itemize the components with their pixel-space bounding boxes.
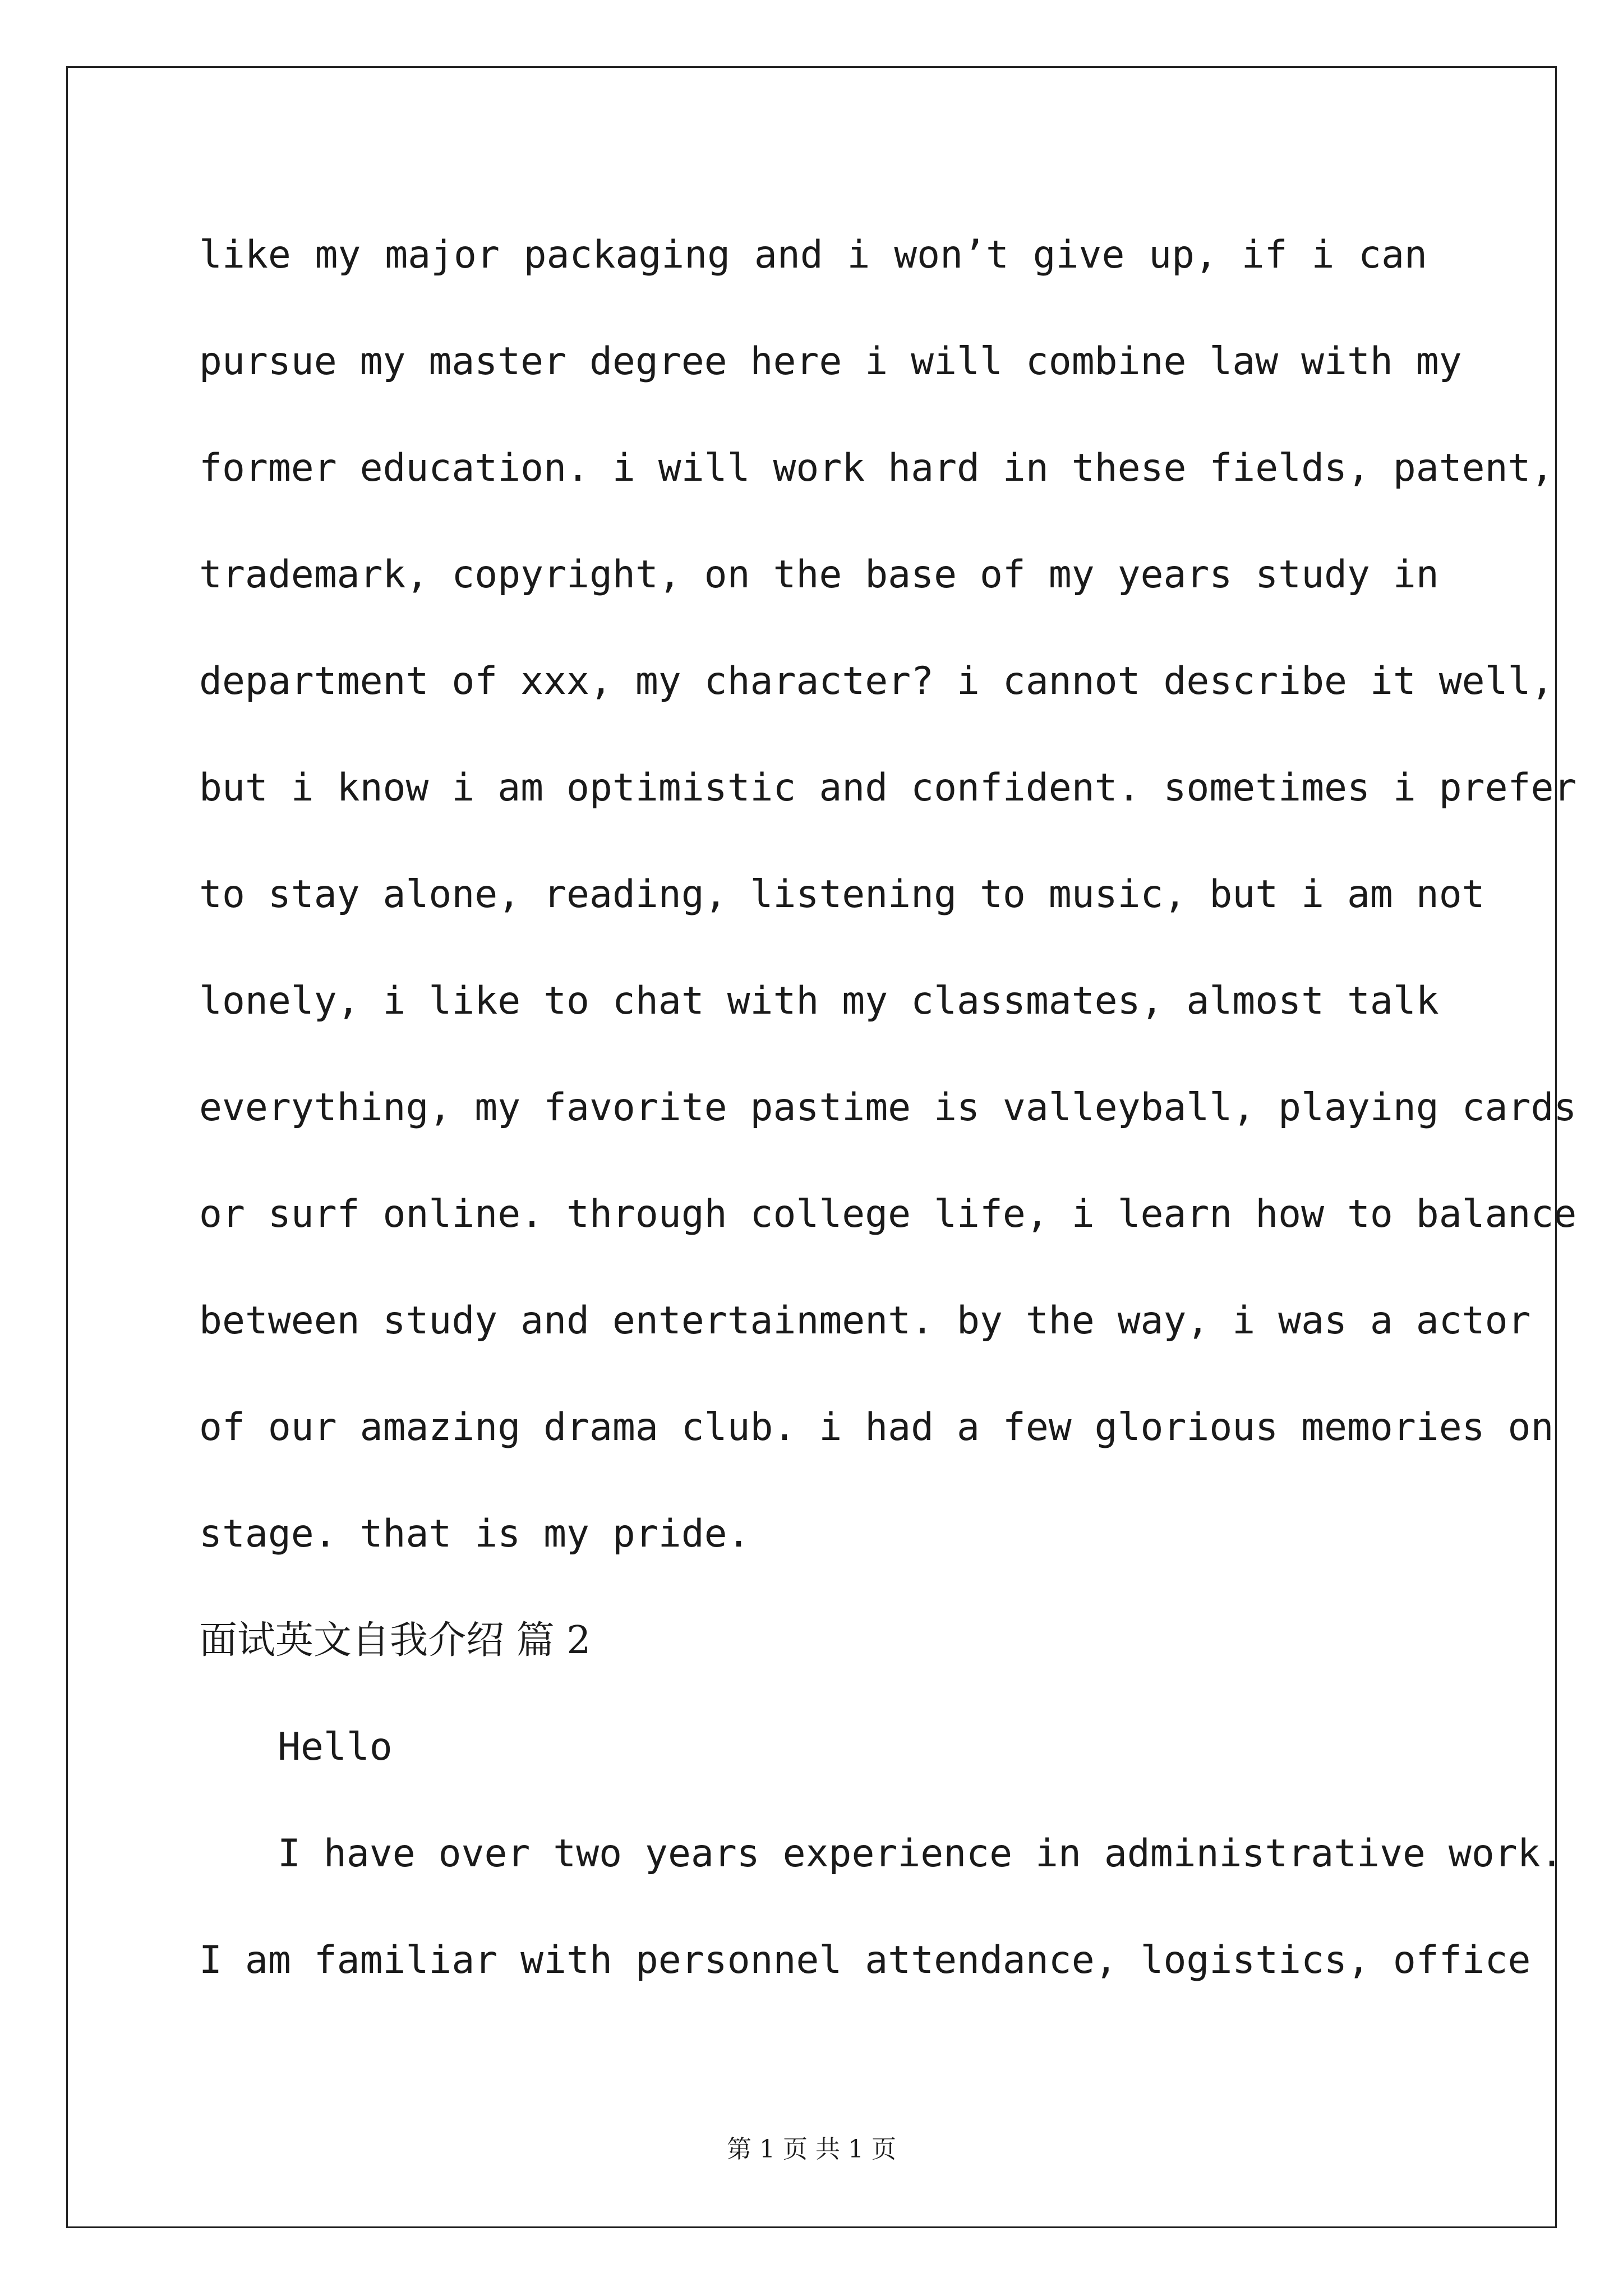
page-footer: 第 1 页 共 1 页 bbox=[727, 2135, 896, 2164]
text-line: pursue my master degree here i will combine law with my bbox=[199, 339, 1462, 384]
greeting-line: Hello bbox=[278, 1725, 393, 1769]
section-heading: 面试英文自我介绍 篇 2 bbox=[199, 1618, 591, 1663]
text-line: to stay alone, reading, listening to music, but i am not bbox=[199, 872, 1485, 917]
text-line: between study and entertainment. by the way, i was a actor bbox=[199, 1299, 1531, 1343]
text-line: everything, my favorite pastime is valleyball, playing cards bbox=[199, 1085, 1577, 1130]
text-line: trademark, copyright, on the base of my years study in bbox=[199, 553, 1439, 597]
text-line: former education. i will work hard in these fields, patent, bbox=[199, 446, 1554, 490]
text-line: department of xxx, my character? i cannot describe it well, bbox=[199, 659, 1554, 703]
paragraph-1 bbox=[199, 202, 1577, 1588]
text-line: like my major packaging and i won’t give up, if i can bbox=[199, 233, 1427, 277]
text-line: lonely, i like to chat with my classmates, almost talk bbox=[199, 979, 1439, 1023]
text-line: stage. that is my pride. bbox=[199, 1512, 750, 1556]
text-line: I have over two years experience in administrative work. bbox=[278, 1832, 1564, 1876]
document-body bbox=[199, 202, 1577, 2014]
text-line: I am familiar with personnel attendance, logistics, office bbox=[199, 1938, 1531, 1982]
text-line: but i know i am optimistic and confident. sometimes i prefer bbox=[199, 766, 1577, 810]
text-line: or surf online. through college life, i learn how to balance bbox=[199, 1192, 1577, 1236]
text-line: of our amazing drama club. i had a few glorious memories on bbox=[199, 1405, 1554, 1450]
